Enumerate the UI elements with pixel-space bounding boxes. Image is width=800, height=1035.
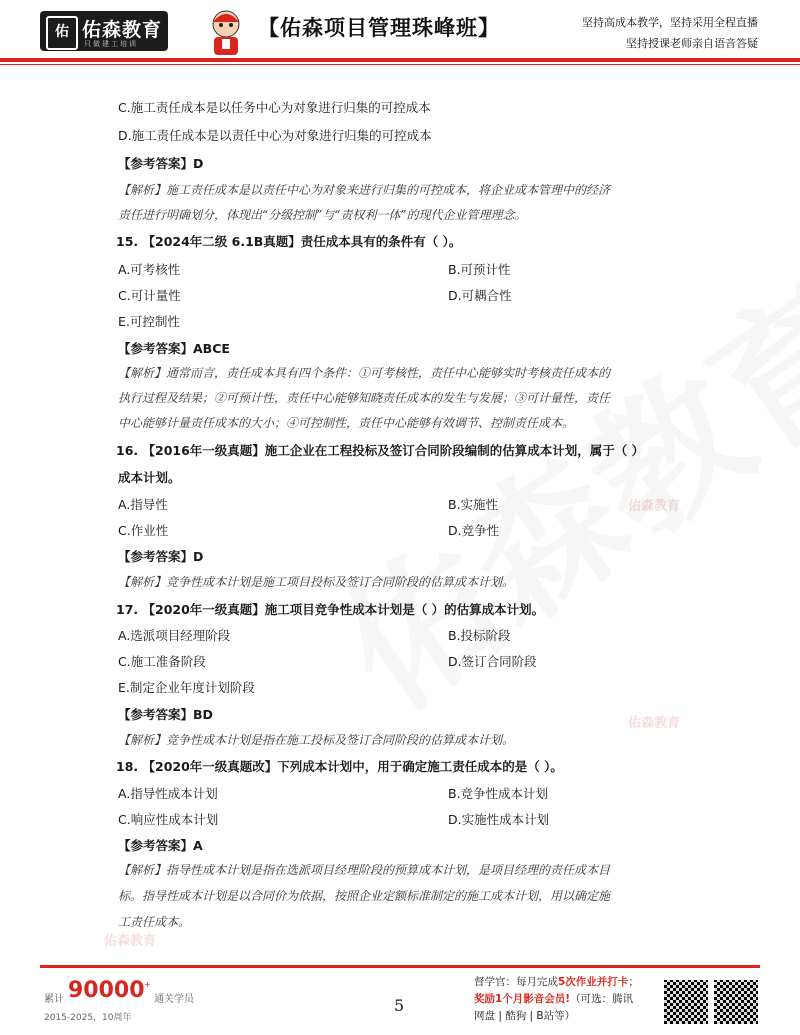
promo-text: （可选：腾讯 (570, 993, 634, 1005)
option-b: B.实施性 (448, 497, 499, 512)
option-c: C.可计量性 (118, 288, 181, 303)
option-d: D.签订合同阶段 (448, 654, 537, 669)
explanation-line: 【解析】竞争性成本计划是施工项目投标及签订合同阶段的估算成本计划。 (118, 575, 515, 589)
header-divider-thin (0, 64, 800, 65)
stats-plus: + (144, 980, 151, 989)
qr-code-icon (714, 980, 758, 1024)
promo-highlight: 5次作业并打卡 (558, 976, 629, 988)
option-b: B.竞争性成本计划 (448, 786, 549, 801)
stats-suffix: 通关学员 (154, 994, 194, 1005)
question-17: 17. 【2020年一级真题】施工项目竞争性成本计划是（ ）的估算成本计划。 (116, 602, 545, 617)
option-b: B.可预计性 (448, 262, 511, 277)
option-a: A.可考核性 (118, 262, 181, 277)
logo-mark-icon: 佑 (46, 16, 78, 50)
footer-promo (474, 974, 639, 1025)
header-divider (0, 58, 800, 62)
answer-line: 【参考答案】BD (118, 707, 213, 722)
slogan-line-2: 坚持授课老师亲自语音答疑 (626, 37, 758, 50)
qr-code-icon (664, 980, 708, 1024)
logo (40, 11, 168, 51)
explanation-line: 中心能够计量责任成本的大小；④可控制性，责任中心能够有效调节、控制责任成本。 (118, 416, 575, 430)
option-line: D.施工责任成本是以责任中心为对象进行归集的可控成本 (118, 128, 432, 143)
answer-line: 【参考答案】D (118, 549, 204, 564)
option-c: C.响应性成本计划 (118, 812, 219, 827)
explanation-line: 执行过程及结果；②可预计性，责任中心能够知晓责任成本的发生与发展；③可计量性，责任 (118, 391, 611, 405)
promo-text: ； (628, 976, 639, 988)
slogan (582, 12, 758, 54)
explanation-line: 【解析】指导性成本计划是指在选派项目经理阶段的预算成本计划，是项目经理的责任成本目 (118, 863, 611, 877)
slogan-line-1: 坚持高成本教学，坚持采用全程直播 (582, 16, 758, 29)
promo-line-2 (474, 991, 639, 1008)
question-18: 18. 【2020年一级真题改】下列成本计划中，用于确定施工责任成本的是（ ）。 (116, 759, 563, 774)
option-c: C.作业性 (118, 523, 169, 538)
option-e: E.制定企业年度计划阶段 (118, 680, 255, 695)
question-16-cont: 成本计划。 (118, 470, 181, 485)
option-a: A.选派项目经理阶段 (118, 628, 231, 643)
option-d: D.实施性成本计划 (448, 812, 550, 827)
explanation-line: 工责任成本。 (118, 915, 191, 929)
promo-line-3: 网盘 | 酷狗 | B站等） (474, 1010, 576, 1022)
option-d: D.可耦合性 (448, 288, 512, 303)
question-16: 16. 【2016年一级真题】施工企业在工程投标及签订合同阶段编制的估算成本计划，属于（ ） (116, 443, 645, 458)
promo-highlight: 奖励1个月影音会员! (474, 993, 571, 1005)
mascot-icon (200, 6, 252, 58)
logo-text: 佑森教育 (82, 19, 163, 41)
explanation-line: 标。指导性成本计划是以合同价为依据，按照企业定额标准制定的施工成本计划，用以确定施 (118, 889, 611, 903)
explanation-line: 责任进行明确划分，体现出“分级控制”与“责权利一体”的现代企业管理理念。 (118, 208, 527, 222)
background-watermark (292, 227, 800, 748)
stats-prefix: 累计 (44, 994, 64, 1005)
answer-line: 【参考答案】ABCE (118, 341, 230, 356)
watermark-logo: 佑森教育 (104, 934, 157, 949)
question-15: 15. 【2024年二级 6.1B真题】责任成本具有的条件有（ ）。 (116, 234, 462, 249)
stats-count: 90000 (68, 978, 145, 1003)
option-e: E.可控制性 (118, 314, 180, 329)
option-line: C.施工责任成本是以任务中心为对象进行归集的可控成本 (118, 100, 431, 115)
option-b: B.投标阶段 (448, 628, 511, 643)
answer-line: 【参考答案】A (118, 838, 203, 853)
watermark-logo: 佑森教育 (628, 716, 681, 731)
explanation-line: 【解析】通常而言，责任成本具有四个条件：①可考核性，责任中心能够实时考核责任成本的 (118, 366, 611, 380)
option-d: D.竞争性 (448, 523, 500, 538)
answer-line: 【参考答案】D (118, 156, 204, 171)
logo-subtitle: 只做建工培训 (84, 40, 138, 48)
footer-divider (40, 965, 760, 968)
page-header (0, 0, 800, 66)
explanation-line: 【解析】施工责任成本是以责任中心为对象来进行归集的可控成本，将企业成本管理中的经济 (118, 183, 611, 197)
page-title: 【佑森项目管理珠峰班】 (258, 16, 500, 40)
watermark-logo: 佑森教育 (628, 499, 681, 514)
promo-line-1 (474, 974, 639, 991)
option-c: C.施工准备阶段 (118, 654, 206, 669)
promo-text: 督学官：每月完成 (474, 976, 558, 988)
option-a: A.指导性 (118, 497, 168, 512)
explanation-line: 【解析】竞争性成本计划是指在施工投标及签订合同阶段的估算成本计划。 (118, 733, 515, 747)
stats-years: 2015-2025，10周年 (44, 1013, 132, 1023)
page-number: 5 (394, 996, 405, 1015)
option-a: A.指导性成本计划 (118, 786, 218, 801)
